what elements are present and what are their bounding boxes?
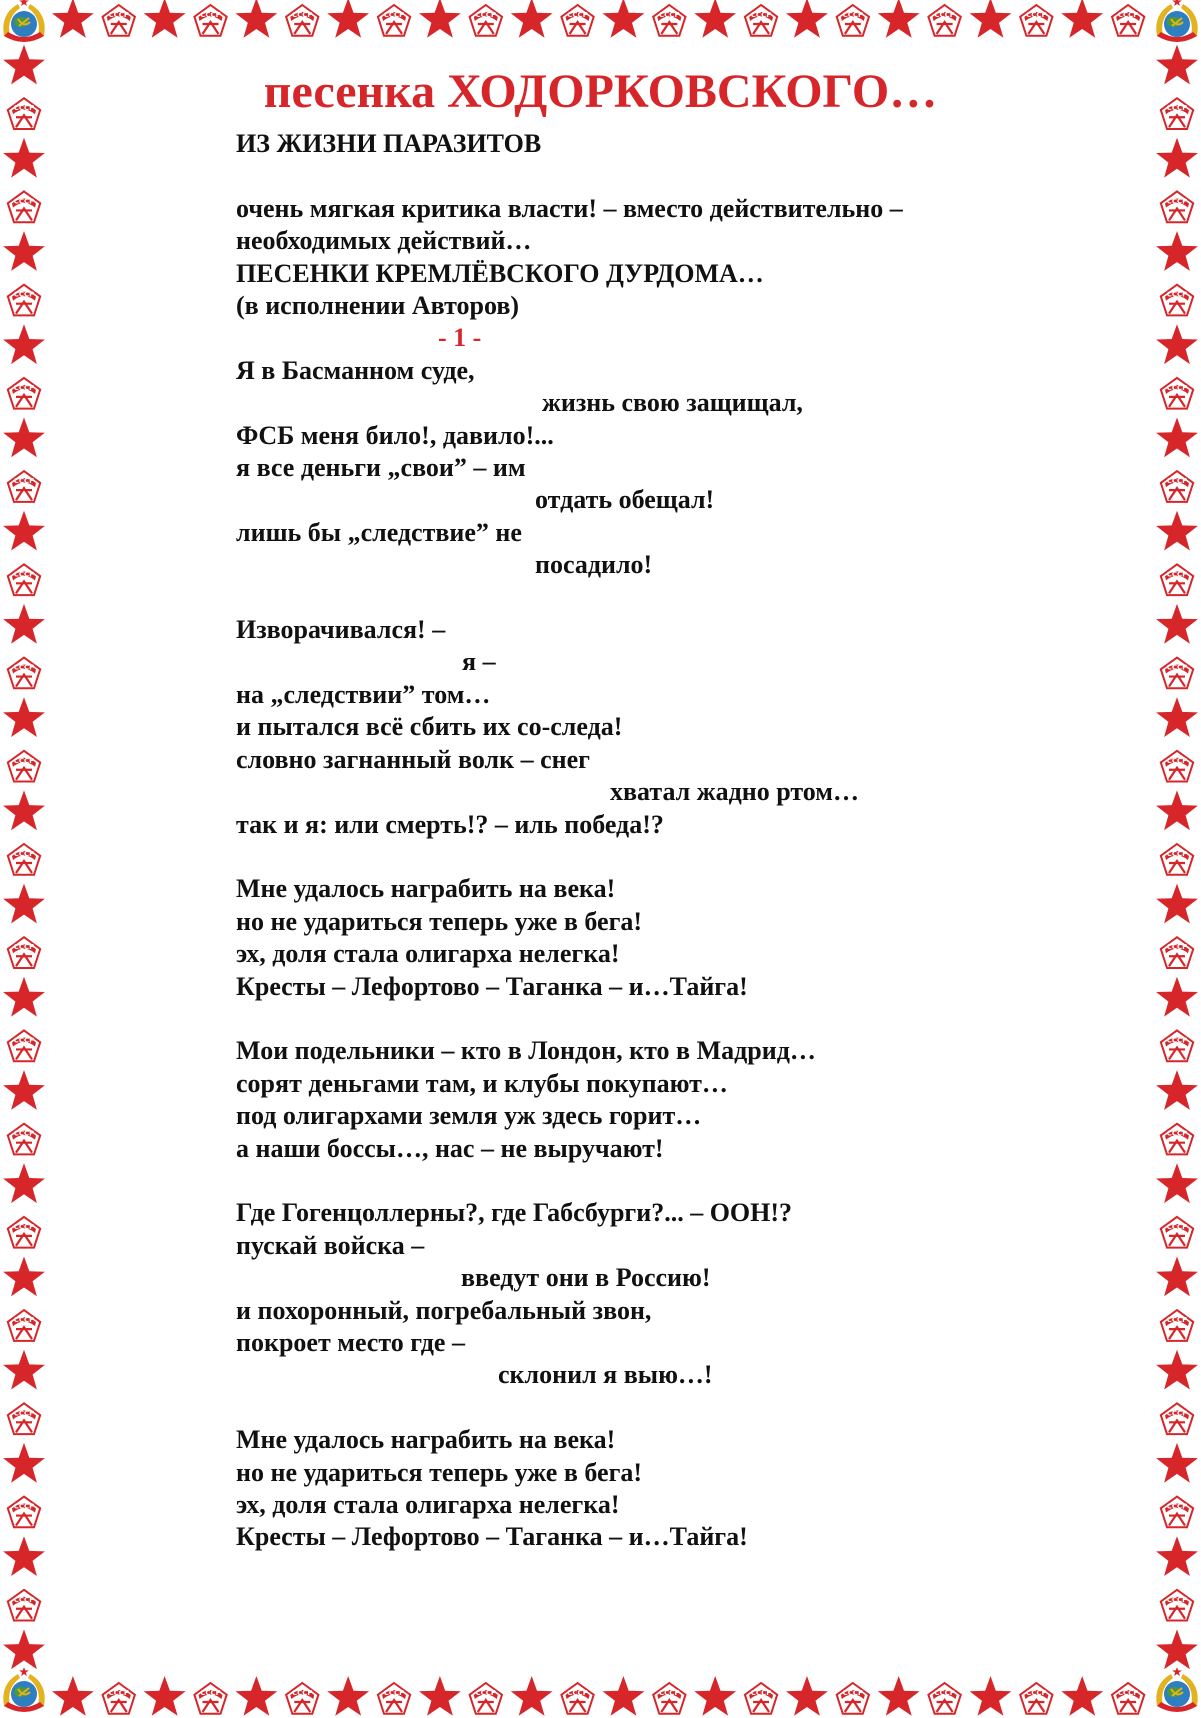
poem-line: лишь бы „следствие” не <box>236 517 522 547</box>
poem-line: покроет место где – <box>236 1327 465 1357</box>
ussr-quality-mark-icon <box>8 1497 40 1528</box>
ussr-quality-mark-icon <box>1161 1590 1193 1621</box>
ussr-quality-mark-icon <box>470 5 502 36</box>
ussr-quality-mark-icon <box>103 5 135 36</box>
red-star-icon <box>694 0 736 38</box>
red-star-icon <box>3 1070 45 1110</box>
blank-line <box>236 1003 1116 1035</box>
ussr-quality-mark-icon <box>745 1683 777 1714</box>
red-star-icon <box>236 1676 278 1716</box>
ussr-quality-mark-icon <box>194 1683 226 1714</box>
poem-line: под олигархами земля уж здесь горит… <box>236 1101 702 1131</box>
ussr-quality-mark-icon <box>8 471 40 502</box>
red-star-icon <box>419 0 461 38</box>
red-star-icon <box>786 1676 828 1716</box>
svg-text:СССР: СССР <box>1166 383 1188 392</box>
red-star-icon <box>786 0 828 38</box>
svg-text:СССР: СССР <box>13 943 35 952</box>
red-star-icon <box>236 0 278 38</box>
red-star-icon <box>1156 977 1198 1017</box>
poem-line: необходимых действий… <box>236 226 532 256</box>
svg-text:СССР: СССР <box>1166 1502 1188 1511</box>
svg-text:СССР: СССР <box>1166 850 1188 858</box>
ussr-quality-mark-icon <box>837 1683 869 1714</box>
ussr-quality-mark-icon <box>653 1683 685 1714</box>
poem-line: и похоронный, погребальный звон, <box>236 1295 652 1325</box>
red-star-icon <box>3 1257 45 1297</box>
ussr-quality-mark-icon <box>8 1217 40 1248</box>
svg-text:СССР: СССР <box>13 104 35 113</box>
red-star-icon <box>3 1443 45 1483</box>
ussr-quality-mark-icon <box>8 1124 40 1155</box>
red-star-icon <box>3 977 45 1017</box>
ussr-quality-mark-icon <box>194 5 226 36</box>
poem-line: Где Гогенцоллерны?, где Габсбурги?... – ООН!? <box>236 1198 793 1228</box>
red-star-icon <box>1156 790 1198 830</box>
ussr-quality-mark-icon <box>8 1310 40 1341</box>
svg-text:СССР: СССР <box>13 1595 35 1604</box>
ussr-quality-mark-icon <box>928 1683 960 1714</box>
ussr-quality-mark-icon <box>8 937 40 968</box>
red-star-icon <box>1156 418 1198 458</box>
poem-line: посадило! <box>535 550 653 580</box>
svg-text:СССР: СССР <box>13 570 35 579</box>
ussr-quality-mark-icon <box>1161 1310 1193 1341</box>
red-star-icon <box>1156 1443 1198 1483</box>
ussr-quality-mark-icon <box>1161 1124 1193 1155</box>
ussr-quality-mark-icon <box>1161 285 1193 316</box>
svg-text:СССР: СССР <box>659 11 680 19</box>
red-star-icon <box>1156 1070 1198 1110</box>
svg-text:СССР: СССР <box>13 1502 35 1511</box>
ussr-quality-mark-icon <box>8 564 40 595</box>
red-star-icon <box>3 231 45 271</box>
svg-text:СССР: СССР <box>1166 1222 1188 1231</box>
red-star-icon <box>3 884 45 924</box>
red-star-icon <box>970 0 1012 38</box>
ussr-quality-mark-icon <box>8 751 40 782</box>
poem-line: Мне удалось награбить на века! <box>236 1425 616 1455</box>
ussr-quality-mark-icon <box>1161 191 1193 222</box>
svg-text:СССР: СССР <box>13 197 35 206</box>
ussr-quality-mark-icon <box>1161 1403 1193 1434</box>
svg-text:СССР: СССР <box>475 11 497 19</box>
red-star-icon <box>1156 884 1198 924</box>
poem-line: на „следствии” том… <box>236 679 491 709</box>
ussr-quality-mark-icon <box>561 5 593 36</box>
svg-text:СССР: СССР <box>108 1689 130 1697</box>
svg-text:СССР: СССР <box>200 1689 221 1697</box>
poem-line: словно загнанный волк – снег <box>236 744 590 774</box>
ussr-coat-of-arms-icon <box>3 0 44 42</box>
svg-text:СССР: СССР <box>842 1689 864 1697</box>
ussr-quality-mark-icon <box>8 1030 40 1061</box>
red-star-icon <box>3 138 45 178</box>
svg-text:СССР: СССР <box>1166 1129 1188 1138</box>
poem-line: а наши боссы…, нас – не выручают! <box>236 1133 664 1163</box>
ussr-quality-mark-icon <box>561 1683 593 1714</box>
red-star-icon <box>511 0 553 38</box>
poem-body <box>236 128 1116 1554</box>
verse-number: - 1 - <box>438 323 482 353</box>
poem-line: Кресты – Лефортово – Таганка – и…Тайга! <box>236 1522 748 1552</box>
svg-text:СССР: СССР <box>1117 11 1139 19</box>
svg-text:СССР: СССР <box>13 663 35 672</box>
poem-line: отдать обещал! <box>535 485 715 515</box>
red-star-icon <box>1156 1536 1198 1576</box>
ussr-quality-mark-icon <box>470 1683 502 1714</box>
svg-text:СССР: СССР <box>750 1689 772 1697</box>
ussr-quality-mark-icon <box>1112 5 1144 36</box>
red-star-icon <box>52 1676 94 1716</box>
poem-line: но не удариться теперь уже в бега! <box>236 1457 643 1487</box>
poem-line: жизнь свою защищал, <box>542 388 803 418</box>
svg-text:СССР: СССР <box>1166 570 1188 579</box>
ussr-quality-mark-icon <box>8 285 40 316</box>
ussr-quality-mark-icon <box>1020 1683 1052 1714</box>
poem-line: ПЕСЕНКИ КРЕМЛЁВСКОГО ДУРДОМА… <box>236 258 764 288</box>
poem-line: Мне удалось награбить на века! <box>236 874 616 904</box>
red-star-icon <box>144 0 186 38</box>
ussr-quality-mark-icon <box>1161 1497 1193 1528</box>
svg-text:СССР: СССР <box>13 383 35 392</box>
poem-line: склонил я выю…! <box>498 1360 713 1390</box>
poem-line: введут они в Россию! <box>461 1263 711 1293</box>
blank-line <box>236 1165 1116 1197</box>
svg-text:СССР: СССР <box>1166 104 1188 113</box>
ussr-quality-mark-icon <box>8 378 40 409</box>
poem-line: пускай войска – <box>236 1230 425 1260</box>
red-star-icon <box>878 1676 920 1716</box>
ussr-quality-mark-icon <box>1161 844 1193 875</box>
ussr-quality-mark-icon <box>8 1590 40 1621</box>
blank-line <box>236 582 1116 614</box>
ussr-quality-mark-icon <box>8 658 40 689</box>
red-star-icon <box>878 0 920 38</box>
red-star-icon <box>3 418 45 458</box>
red-star-icon <box>694 1676 736 1716</box>
poem-line: Я в Басманном суде, <box>236 355 475 385</box>
svg-text:СССР: СССР <box>13 1409 35 1418</box>
ussr-quality-mark-icon <box>1161 471 1193 502</box>
ussr-quality-mark-icon <box>378 1683 410 1714</box>
red-star-icon <box>1156 1350 1198 1390</box>
svg-text:СССР: СССР <box>842 11 864 19</box>
poem-line: так и я: или смерть!? – иль победа!? <box>236 809 664 839</box>
ussr-quality-mark-icon <box>1020 5 1052 36</box>
red-star-icon <box>1156 511 1198 551</box>
red-star-icon <box>3 1536 45 1576</box>
poem-line: Изворачивался! – <box>236 615 446 645</box>
svg-text:СССР: СССР <box>1166 943 1188 952</box>
red-star-icon <box>52 0 94 38</box>
ussr-quality-mark-icon <box>1161 751 1193 782</box>
red-star-icon <box>1156 1257 1198 1297</box>
blank-line <box>236 1392 1116 1424</box>
svg-text:СССР: СССР <box>934 11 955 19</box>
red-star-icon <box>3 1350 45 1390</box>
red-star-icon <box>603 1676 645 1716</box>
svg-text:СССР: СССР <box>13 1316 35 1325</box>
svg-text:СССР: СССР <box>934 1689 955 1697</box>
red-star-icon <box>327 0 369 38</box>
red-star-icon <box>1156 324 1198 364</box>
poem-line: очень мягкая критика власти! – вместо действительно – <box>236 193 903 223</box>
red-star-icon <box>3 697 45 737</box>
svg-text:СССР: СССР <box>1026 11 1047 19</box>
svg-text:СССР: СССР <box>13 1036 35 1045</box>
poem-line: эх, доля стала олигарха нелегка! <box>236 1489 620 1519</box>
svg-text:СССР: СССР <box>292 1689 313 1697</box>
svg-text:СССР: СССР <box>108 11 130 19</box>
svg-text:СССР: СССР <box>1166 1595 1188 1604</box>
svg-text:СССР: СССР <box>13 1129 35 1138</box>
ussr-quality-mark-icon <box>286 5 318 36</box>
svg-text:СССР: СССР <box>13 290 35 299</box>
ussr-quality-mark-icon <box>1161 658 1193 689</box>
poem-line: хватал жадно ртом… <box>610 777 860 807</box>
poem-line: ФСБ меня било!, давило!... <box>236 420 554 450</box>
svg-text:СССР: СССР <box>475 1689 497 1697</box>
red-star-icon <box>3 1163 45 1203</box>
ussr-quality-mark-icon <box>8 1403 40 1434</box>
red-star-icon <box>1156 697 1198 737</box>
svg-text:СССР: СССР <box>1026 1689 1047 1697</box>
ussr-quality-mark-icon <box>653 5 685 36</box>
svg-text:СССР: СССР <box>1166 756 1188 765</box>
red-star-icon <box>3 324 45 364</box>
ussr-coat-of-arms-icon <box>3 1667 44 1712</box>
poem-line: Мои подельники – кто в Лондон, кто в Мадрид… <box>236 1036 816 1066</box>
poem-line: эх, доля стала олигарха нелегка! <box>236 939 620 969</box>
svg-text:СССР: СССР <box>383 1689 405 1697</box>
red-star-icon <box>1061 0 1103 38</box>
svg-text:СССР: СССР <box>1166 1409 1188 1418</box>
svg-text:СССР: СССР <box>383 11 405 19</box>
blank-line <box>236 160 1116 192</box>
poem-line: но не удариться теперь уже в бега! <box>236 906 643 936</box>
ussr-quality-mark-icon <box>745 5 777 36</box>
poem-line: и пытался всё сбить их со-следа! <box>236 712 623 742</box>
red-star-icon <box>1156 604 1198 644</box>
svg-text:СССР: СССР <box>292 11 313 19</box>
poem-line: я – <box>462 647 496 677</box>
svg-text:СССР: СССР <box>1166 477 1188 486</box>
red-star-icon <box>144 1676 186 1716</box>
red-star-icon <box>1156 138 1198 178</box>
ussr-quality-mark-icon <box>8 191 40 222</box>
poem-line: сорят деньгами там, и клубы покупают… <box>236 1068 728 1098</box>
ussr-quality-mark-icon <box>928 5 960 36</box>
svg-text:СССР: СССР <box>13 850 35 858</box>
svg-text:СССР: СССР <box>1117 1689 1139 1697</box>
red-star-icon <box>327 1676 369 1716</box>
svg-text:СССР: СССР <box>567 1689 588 1697</box>
poem-line: я все деньги „свои” – им <box>236 453 526 483</box>
red-star-icon <box>511 1676 553 1716</box>
ussr-coat-of-arms-icon <box>1156 0 1197 42</box>
poem-line: (в исполнении Авторов) <box>236 291 520 321</box>
red-star-icon <box>1156 1629 1198 1669</box>
red-star-icon <box>3 604 45 644</box>
red-star-icon <box>970 1676 1012 1716</box>
svg-text:СССР: СССР <box>1166 197 1188 206</box>
svg-text:СССР: СССР <box>1166 1036 1188 1045</box>
red-star-icon <box>603 0 645 38</box>
ussr-quality-mark-icon <box>1161 564 1193 595</box>
svg-text:СССР: СССР <box>1166 290 1188 299</box>
svg-text:СССР: СССР <box>200 11 221 19</box>
ussr-quality-mark-icon <box>286 1683 318 1714</box>
svg-text:СССР: СССР <box>659 1689 680 1697</box>
red-star-icon <box>1156 1163 1198 1203</box>
ussr-quality-mark-icon <box>1161 378 1193 409</box>
red-star-icon <box>3 790 45 830</box>
svg-text:СССР: СССР <box>1166 1316 1188 1325</box>
poem-line: Кресты – Лефортово – Таганка – и…Тайга! <box>236 971 748 1001</box>
ussr-coat-of-arms-icon <box>1156 1667 1197 1712</box>
svg-text:СССР: СССР <box>13 477 35 486</box>
ussr-quality-mark-icon <box>1161 1217 1193 1248</box>
svg-text:СССР: СССР <box>567 11 588 19</box>
svg-text:СССР: СССР <box>750 11 772 19</box>
red-star-icon <box>3 1629 45 1669</box>
red-star-icon <box>1156 231 1198 271</box>
poem-line: ИЗ ЖИЗНИ ПАРАЗИТОВ <box>236 129 542 158</box>
ussr-quality-mark-icon <box>378 5 410 36</box>
red-star-icon <box>1061 1676 1103 1716</box>
ussr-quality-mark-icon <box>1112 1683 1144 1714</box>
ussr-quality-mark-icon <box>837 5 869 36</box>
svg-text:СССР: СССР <box>13 756 35 765</box>
svg-text:СССР: СССР <box>13 1222 35 1231</box>
red-star-icon <box>3 511 45 551</box>
svg-text:СССР: СССР <box>1166 663 1188 672</box>
page-title: песенка ХОДОРКОВСКОГО… <box>263 65 938 118</box>
ussr-quality-mark-icon <box>103 1683 135 1714</box>
red-star-icon <box>419 1676 461 1716</box>
blank-line <box>236 841 1116 873</box>
ussr-quality-mark-icon <box>1161 937 1193 968</box>
ussr-quality-mark-icon <box>1161 1030 1193 1061</box>
ussr-quality-mark-icon <box>8 844 40 875</box>
